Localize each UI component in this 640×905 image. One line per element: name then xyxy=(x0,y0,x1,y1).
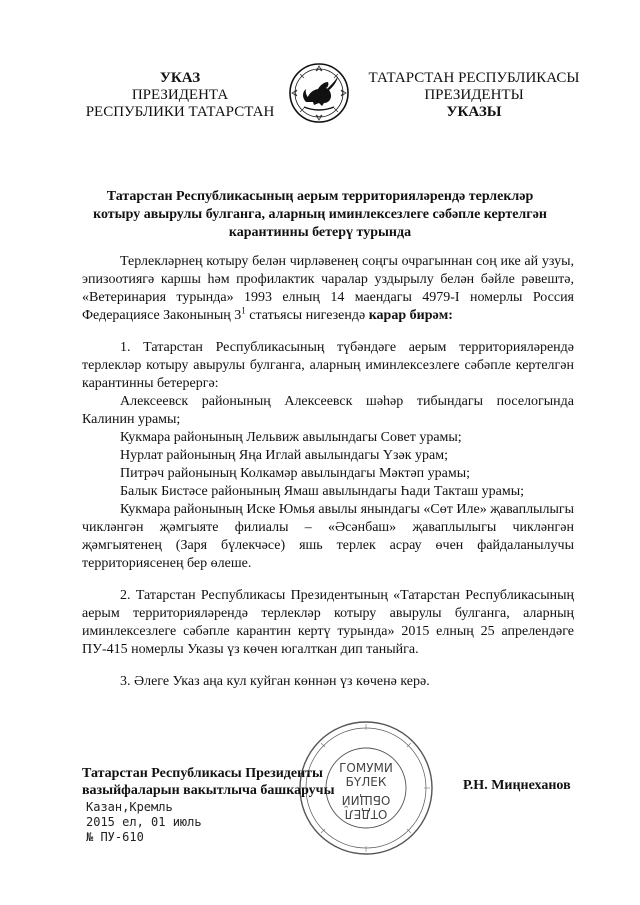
stamp-line-2: БҮЛЕК xyxy=(345,775,387,789)
signature-position-line-2: вазыйфаларын вакытлыча башкаручы xyxy=(82,783,335,798)
item-1-line-3: Нурлат районының Яңа Иглай авылындагы Үзәк урам; xyxy=(120,448,448,463)
item-1-line-6: Кукмара районының Иске Юмья авылы янындагы «Сөт Иле» җаваплылыгы чикләнгән җәмгыяте филиалы – «Әсәнбаш» җаваплылыгы чикләнгән җәмгыятенең (Заря бүлекчәсе) яшь терлек асрау өчен файдаланылучы территориясенең бер өлеше. xyxy=(82,502,574,571)
preamble-sup: 1 xyxy=(241,305,246,316)
decree-body xyxy=(82,253,574,691)
preamble-bold: карар бирәм: xyxy=(368,308,453,323)
tatarstan-emblem-icon xyxy=(288,62,350,124)
decree-title: Татарстан Республикасының аерым территорияләрендә терлекләр котыру авырулы булганга, аларның иминлексезлеге сәбәпле кертелгән карантинны бетерү турында xyxy=(93,189,547,240)
item-1-line-2: Кукмара районының Лельвиж авылындагы Совет урамы; xyxy=(120,430,462,445)
signature-name: Р.Н. Миңнеханов xyxy=(463,778,571,793)
stamp-line-3: ОБЩИЙ xyxy=(341,793,391,807)
item-1-line-5: Балык Бистәсе районының Ямаш авылындагы Һади Такташ урамы; xyxy=(120,484,525,499)
item-2: 2. Татарстан Республикасы Президентының «Татарстан Республикасының аерым территорияләрендә терлекләр котыру авырулы булганга, аларның иминлексезлеге сәбәпле карантин кертү турында» 2015 елның 25 апрелендәге ПУ-415 номерлы Указы үз көчен югалткан дип таныйга. xyxy=(82,588,574,657)
signature-position xyxy=(82,765,382,799)
header-left-line-2: ПРЕЗИДЕНТА xyxy=(131,87,229,103)
header-right-line-1: ТАТАРСТАН РЕСПУБЛИКАСЫ xyxy=(368,70,580,86)
date-line: 2015 ел, 01 июль xyxy=(86,815,202,829)
header-russian xyxy=(84,70,276,121)
header-right-line-3: УКАЗЫ xyxy=(446,104,502,120)
header-left-line-1: УКАЗ xyxy=(159,70,201,86)
header-left-line-3: РЕСПУБЛИКИ ТАТАРСТАН xyxy=(85,104,275,120)
preamble xyxy=(82,253,574,325)
item-1-line-1: Алексеевск районының Алексеевск шәһәр тибындагы поселогында Калинин урамы; xyxy=(82,394,574,427)
item-1-intro: 1. Татарстан Республикасының түбәндәге аерым территорияләрендә терлекләр котыру авырулы булганга, аларның иминлексезлеге сәбәпле кертелгән карантинны бетерергә: xyxy=(82,340,574,391)
decree-number: № ПУ-610 xyxy=(86,830,144,844)
item-1-line-4: Питрәч районының Колкамәр авылындагы Мәктәп урамы; xyxy=(120,466,471,481)
stamp-line-4: ОТДЕЛ xyxy=(344,807,388,821)
header-right-line-2: ПРЕЗИДЕНТЫ xyxy=(424,87,524,103)
preamble-text-b: статьясы нигезендә xyxy=(245,308,369,323)
signature-position-line-1: Татарстан Республикасы Президенты xyxy=(82,766,323,781)
header-tatar xyxy=(368,70,580,121)
item-3: 3. Әлеге Указ аңа кул куйган көннән үз көченә керә. xyxy=(120,674,430,689)
stamp-line-1: ГОМУМИ xyxy=(339,761,393,775)
place-and-date xyxy=(86,800,202,845)
place-line: Казан,Кремль xyxy=(86,800,173,814)
preamble-text-a: Терлекләрнең котыру белән чирләвенең соңгы очрагыннан соң ике ай узуы, эпизоотиягә каршы һәм профилактик чаралар уздырылу белән бәйле рәвештә, «Ветеринария турында» 1993 елның 14 маендагы 4979-I номерлы Россия Федерациясе Законының 3 xyxy=(82,254,574,323)
